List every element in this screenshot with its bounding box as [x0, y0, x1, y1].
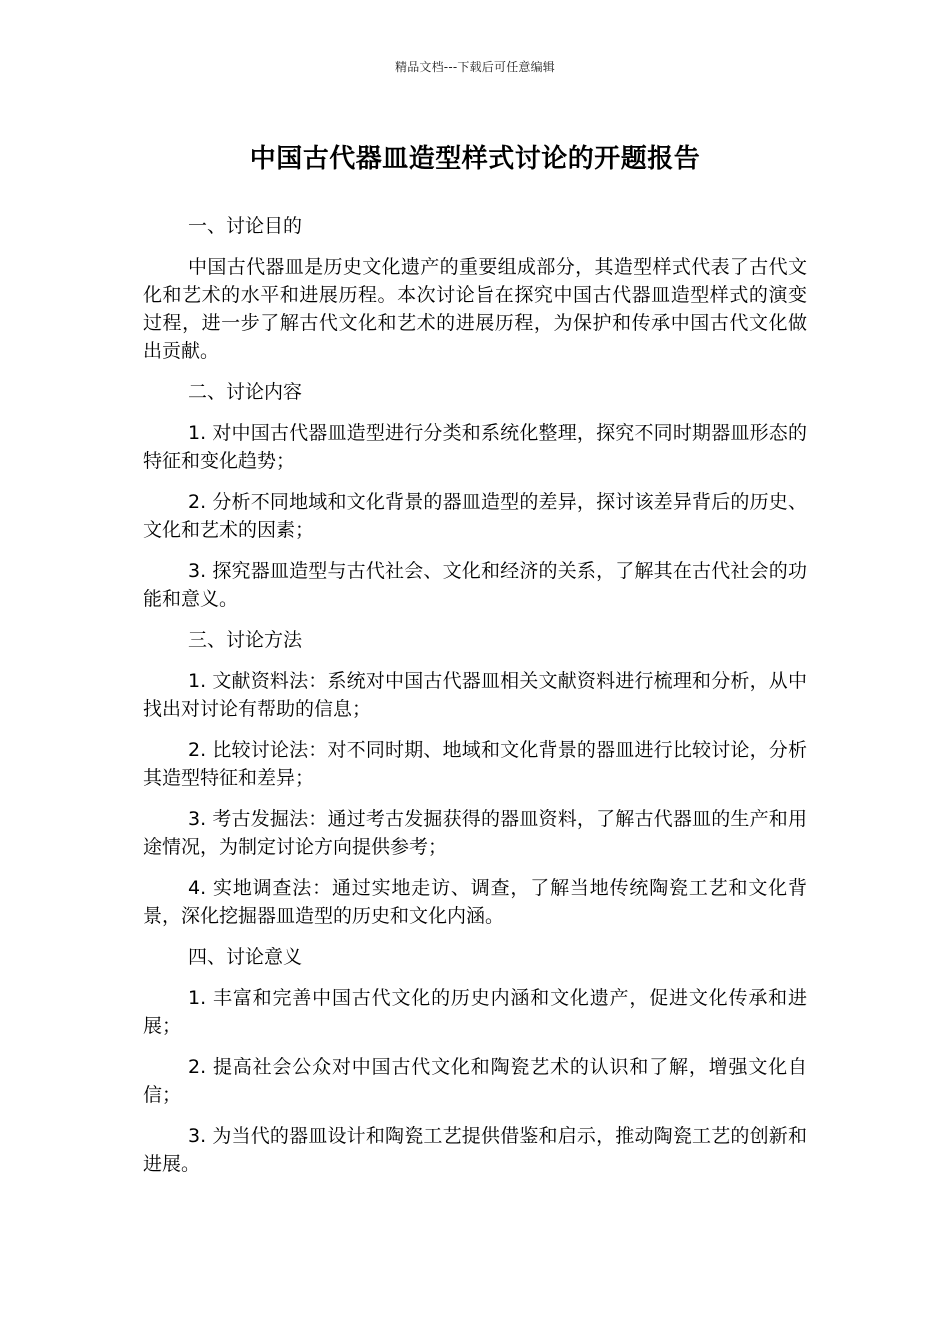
section-heading-significance: 四、讨论意义: [188, 946, 303, 968]
section-methods: [143, 626, 807, 930]
header-note: 精品文档---下载后可任意编辑: [395, 60, 555, 74]
paragraph-purpose: 中国古代器皿是历史文化遗产的重要组成部分，其造型样式代表了古代文化和艺术的水平和进展历程。本次讨论旨在探究中国古代器皿造型样式的演变过程，进一步了解古代文化和艺术的进展历程，为保护和传承中国古代文化做出贡献。: [143, 256, 807, 362]
list-item-methods-4: 4. 实地调查法：通过实地走访、调查，了解当地传统陶瓷工艺和文化背景，深化挖掘器皿造型的历史和文化内涵。: [143, 877, 807, 927]
list-item-significance-2: 2. 提高社会公众对中国古代文化和陶瓷艺术的认识和了解，增强文化自信；: [143, 1056, 807, 1106]
section-significance: [143, 943, 807, 1178]
section-content: [143, 378, 807, 613]
list-item-methods-3: 3. 考古发掘法：通过考古发掘获得的器皿资料，了解古代器皿的生产和用途情况，为制定讨论方向提供参考；: [143, 808, 807, 858]
list-item-methods-2: 2. 比较讨论法：对不同时期、地域和文化背景的器皿进行比较讨论，分析其造型特征和差异；: [143, 739, 807, 789]
list-item-content-3: 3. 探究器皿造型与古代社会、文化和经济的关系，了解其在古代社会的功能和意义。: [143, 560, 807, 610]
section-heading-purpose: 一、讨论目的: [188, 215, 303, 237]
document-body: [143, 212, 807, 1191]
section-purpose: [143, 212, 807, 365]
list-item-content-1: 1. 对中国古代器皿造型进行分类和系统化整理，探究不同时期器皿形态的特征和变化趋势；: [143, 422, 807, 472]
section-heading-content: 二、讨论内容: [188, 381, 303, 403]
section-heading-methods: 三、讨论方法: [188, 629, 303, 651]
list-item-content-2: 2. 分析不同地域和文化背景的器皿造型的差异，探讨该差异背后的历史、文化和艺术的因素；: [143, 491, 807, 541]
list-item-significance-1: 1. 丰富和完善中国古代文化的历史内涵和文化遗产，促进文化传承和进展；: [143, 987, 807, 1037]
document-title: 中国古代器皿造型样式讨论的开题报告: [249, 144, 701, 174]
list-item-methods-1: 1. 文献资料法：系统对中国古代器皿相关文献资料进行梳理和分析，从中找出对讨论有帮助的信息；: [143, 670, 807, 720]
list-item-significance-3: 3. 为当代的器皿设计和陶瓷工艺提供借鉴和启示，推动陶瓷工艺的创新和进展。: [143, 1125, 807, 1175]
